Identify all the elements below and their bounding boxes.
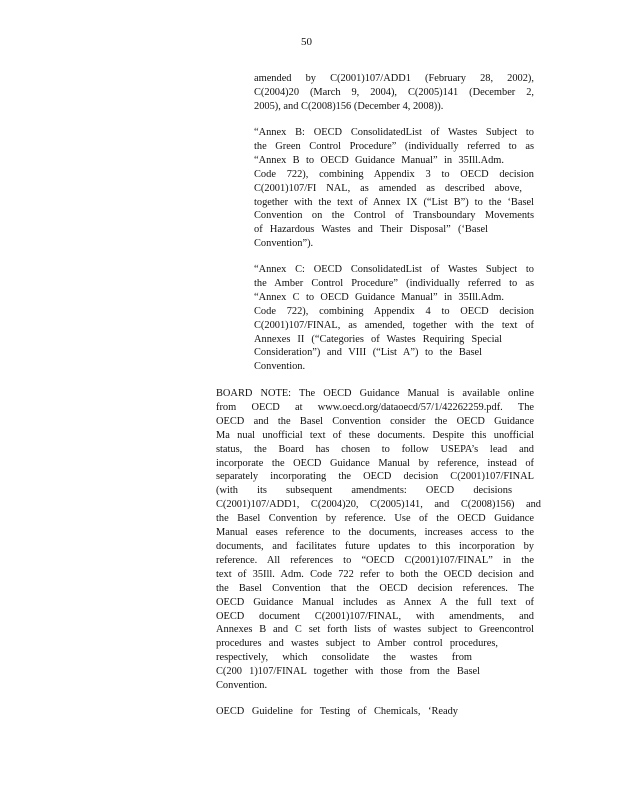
text-line: Code 722), combining Appendix 4 to OECD decision bbox=[254, 305, 534, 317]
text-line: documents, and facilitates future updates to this incorporation by bbox=[216, 540, 534, 552]
text-line: “Annex B: OECD ConsolidatedList of Wastes Subject to bbox=[254, 127, 534, 138]
page-number: 50 bbox=[301, 36, 312, 48]
text-line: OECD Guideline for Testing of Chemicals, ‘Ready bbox=[216, 706, 458, 717]
text-line: Manual eases reference to the documents, increases access to the bbox=[216, 527, 534, 539]
text-line: OECD Guidance Manual includes as Annex A the full text of bbox=[216, 596, 534, 608]
text-line: Code 722), combining Appendix 3 to OECD decision bbox=[254, 168, 534, 180]
text-line: Consideration”) and VIII (“List A”) to the Basel bbox=[254, 347, 482, 359]
text-line: C(2004)20 (March 9, 2004), C(2005)141 (December 2, bbox=[254, 86, 534, 98]
text-line: together with the text of Annex IX (“List B”) to the ‘Basel bbox=[254, 196, 534, 208]
text-line: OECD and the Basel Convention consider the OECD Guidance bbox=[216, 415, 534, 427]
text-line: C(2001)107/ADD1, C(2004)20, C(2005)141, and C(2008)156) and bbox=[216, 499, 541, 511]
text-line: the Amber Control Procedure” (individually referred to as bbox=[254, 277, 534, 289]
text-line: Convention on the Control of Transboundary Movements bbox=[254, 210, 534, 222]
text-line: amended by C(2001)107/ADD1 (February 28, 2002), bbox=[254, 73, 534, 84]
annex-b-paragraph bbox=[254, 126, 534, 251]
text-line: Convention. bbox=[216, 680, 268, 692]
text-line: reference. All references to “OECD C(2001)107/FINAL” in the bbox=[216, 554, 534, 566]
annex-c-paragraph bbox=[254, 263, 534, 374]
text-line: the Basel Convention by reference. Use of the OECD Guidance bbox=[216, 513, 534, 525]
text-line: BOARD NOTE: The OECD Guidance Manual is available online bbox=[216, 388, 534, 399]
annex-a-citation-end bbox=[254, 72, 534, 114]
text-line: the Green Control Procedure” (individually referred to as bbox=[254, 140, 534, 152]
text-line: procedures and wastes subject to Amber control procedures, bbox=[216, 638, 498, 650]
text-line: from OECD at www.oecd.org/dataoecd/57/1/42262259.pdf. The bbox=[216, 401, 534, 413]
text-line: 2005), and C(2008)156 (December 4, 2008)). bbox=[254, 100, 444, 112]
text-line: Convention”). bbox=[254, 238, 314, 250]
text-line: respectively, which consolidate the wastes from bbox=[216, 652, 472, 664]
text-line: C(2001)107/FINAL, as amended, together with the text of bbox=[254, 319, 534, 331]
text-line: Annexes B and C set forth lists of wastes subject to Greencontrol bbox=[216, 624, 534, 636]
text-line: “Annex C: OECD ConsolidatedList of Wastes Subject to bbox=[254, 264, 534, 275]
text-line: (with its subsequent amendments: OECD decisions bbox=[216, 485, 512, 497]
oecd-guideline-item bbox=[216, 705, 534, 719]
text-line: separately incorporating the OECD decision C(2001)107/FINAL bbox=[216, 471, 534, 483]
text-line: “Annex B to OECD Guidance Manual” in 35Ill.Adm. bbox=[254, 154, 504, 166]
board-note-paragraph bbox=[216, 387, 541, 693]
text-line: status, the Board has chosen to follow USEPA’s lead and bbox=[216, 443, 534, 455]
text-line: OECD document C(2001)107/FINAL, with amendments, and bbox=[216, 610, 534, 622]
text-line: Annexes II (“Categories of Wastes Requiring Special bbox=[254, 333, 502, 345]
text-line: “Annex C to OECD Guidance Manual” in 35Ill.Adm. bbox=[254, 291, 504, 303]
text-line: the Basel Convention that the OECD decision references. The bbox=[216, 582, 534, 594]
text-line: C(200 1)107/FINAL together with those from the Basel bbox=[216, 666, 480, 678]
text-line: C(2001)107/FI NAL, as amended as described above, bbox=[254, 182, 522, 194]
text-line: Ma nual unofficial text of these documents. Despite this unofficial bbox=[216, 429, 534, 441]
text-line: incorporate the OECD Guidance Manual by reference, instead of bbox=[216, 457, 534, 469]
text-line: text of 35Ill. Adm. Code 722 refer to both the OECD decision and bbox=[216, 568, 534, 580]
text-line: of Hazardous Wastes and Their Disposal” (‘Basel bbox=[254, 224, 488, 236]
text-line: Convention. bbox=[254, 361, 306, 373]
